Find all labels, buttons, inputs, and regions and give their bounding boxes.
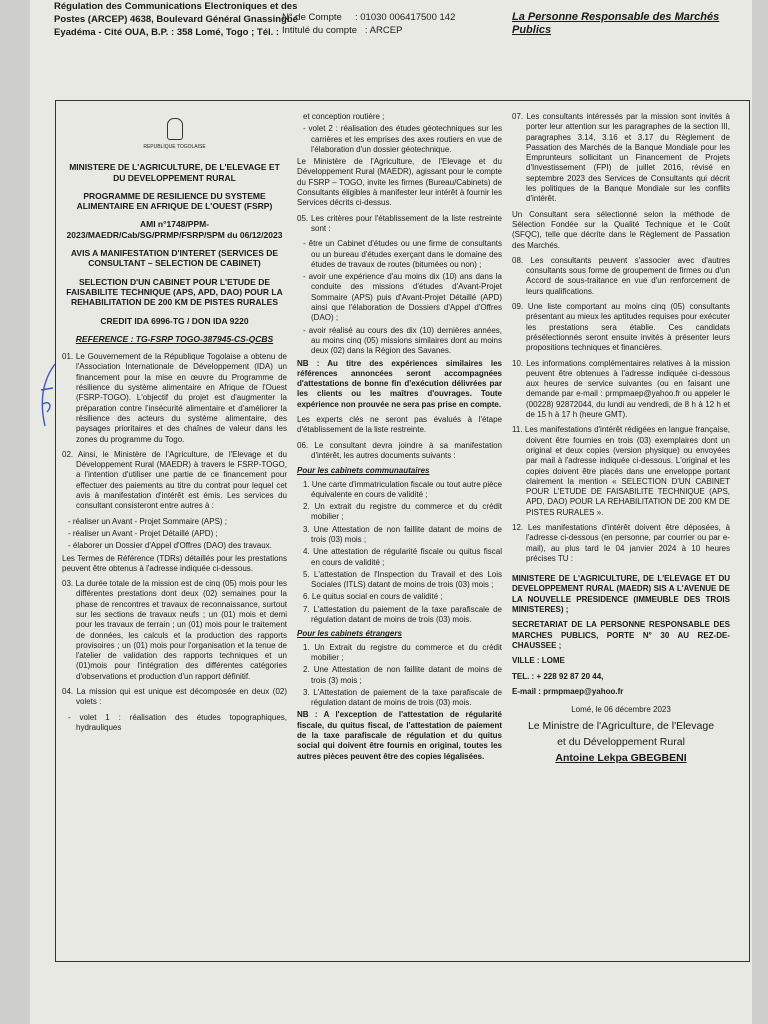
avis-title: AVIS A MANIFESTATION D'INTERET (SERVICES DE CONSULTANT – SELECTION DE CABINET) bbox=[70, 248, 279, 269]
signer-title: et du Développement Rural bbox=[557, 736, 685, 749]
paragraph-10: 10. Les informations complémentaires relatives à la mission peuvent être obtenues à l'adresse indiquée ci-dessous aux heures de service suivantes (ou en faisant une demande par e-mail : prmpmaep@yahoo.fr ou appeler le (00228) 92872044, du lundi au vendredi, de 8 h à 12 h et de 15 h à 17 h (heure GMT). bbox=[512, 358, 730, 420]
email-line: E-mail : prmpmaep@yahoo.fr bbox=[512, 686, 624, 696]
secretariat-address: SECRETARIAT DE LA PERSONNE RESPONSABLE DES MARCHES PUBLICS, PORTE N° 30 AU REZ-DE-CHAUSSEE ; bbox=[512, 620, 730, 650]
list-item: 4. Une attestation de régularité fiscale ou quitus fiscal en cours de validité ; bbox=[303, 547, 502, 567]
header-line: Régulation des Communications Electroniques et des bbox=[54, 1, 298, 12]
paragraph-06: 06. Le consultant devra joindre à sa manifestation d'intérêt, les autres documents suivants : bbox=[297, 440, 502, 460]
signer-title: Le Ministre de l'Agriculture, de l'Elevage bbox=[527, 720, 715, 733]
header-line: Postes (ARCEP) 4638, Boulevard Général Gnassingbé bbox=[54, 14, 298, 25]
paragraph-07: 07. Les consultants intéressés par la mission sont invités à porter leur attention sur les paragraphes de la section III, paragraphes 3.14, 3.16 et 3.17 du Règlement de Passation des Marchés de la Banque Mondiale pour les Emprunteurs sollicitant un Financement de Projets d'Investissement (FPI) de juillet 2016, révisé en septembre 2023 des Services de Consultants qui décrit les politiques de la Banque Mondiale sur les conflits d'intérêt. bbox=[512, 112, 730, 204]
list-item: 2. Une Attestation de non faillite datant de moins de trois (3) mois ; bbox=[303, 665, 502, 685]
list-item: 3. Une Attestation de non faillite datant de moins de trois (03) mois ; bbox=[303, 524, 502, 544]
nb-documents: NB : A l'exception de l'attestation de régularité fiscale, du quitus fiscal, de l'attestation de paiement de la taxe parafiscale de régulation et du quitus social qui doivent être fournis en original, toutes les autres pièces peuvent être des copies légalisées. bbox=[297, 710, 502, 761]
list-item: - élaborer un Dossier d'Appel d'Offres (DAO) des travaux. bbox=[68, 541, 272, 551]
page-header bbox=[30, 0, 720, 60]
sfqc-paragraph: Un Consultant sera sélectionné selon la méthode de Sélection Fondée sur la Qualité Technique et le Coût (SFQC), telle que décrite dans le Règlement de Passation des Marchés. bbox=[512, 209, 730, 250]
holder-value: : ARCEP bbox=[364, 25, 403, 36]
account-info bbox=[282, 11, 502, 37]
reference-line: REFERENCE : TG-FSRP TOGO-387945-CS-QCBS bbox=[75, 333, 274, 344]
column-1 bbox=[62, 112, 287, 735]
paragraph-02: 02. Ainsi, le Ministère de l'Agriculture, de l'Elevage et du Développement Rural (MAEDR) à travers le FSRP-TOGO, a l'intention d'utiliser une partie de ce financement pour effectuer des paiements au titre du contrat pour lequel cet avis à manifestation d'intérêt est émis. Les services du consultant consisteront entre autres à : bbox=[62, 449, 287, 511]
responsable-title: La Personne Responsable des Marchés Publics bbox=[512, 11, 720, 36]
nb-experience: NB : Au titre des expériences similaires les références annoncées seront accompagnées d'attestations de bonne fin d'exécution délivrées par les clients ou les maîtres d'ouvrages. Toute expérience non prouvée ne sera pas prise en compte. bbox=[297, 358, 502, 409]
list-item: 5. L'attestation de l'Inspection du Travail et des Lois Sociales (ITLS) datant de moins de trois (03) mois ; bbox=[303, 569, 502, 590]
invitation-paragraph: Le Ministère de l'Agriculture, de l'Elevage et du Développement Rural (MAEDR), agissant pour le compte du FSRP – TOGO, invite les firmes (Bureau/Cabinets) de Consultants éligibles à manifester leur intérêt à fournir les Services décrits ci-dessus. bbox=[297, 157, 502, 208]
account-value: : 01030 006417500 142 bbox=[354, 12, 456, 23]
list-item: - avoir une expérience d'au moins dix (10) ans dans la conduite des missions d'études d'Avant-Projet Sommaire (APS) puis d'Avant-Projet Détaillé (APD) ainsi que l'élaboration de Dossiers d'Appel d'Offres (DAO) ; bbox=[303, 272, 502, 323]
logo-caption: REPUBLIQUE TOGOLAISE bbox=[143, 144, 206, 150]
paragraph-09: 09. Une liste comportant au moins cinq (05) consultants présentant au mieux les aptitudes requises pour exécuter les prestations sera établie. Ces candidats présélectionnés seront ensuite invités à présenter leurs propositions techniques et financières. bbox=[512, 302, 730, 353]
list-item: - réaliser un Avant - Projet Détaillé (APD) ; bbox=[68, 528, 218, 538]
list-item: 1. Une carte d'immatriculation fiscale ou tout autre pièce équivalente en cours de validité ; bbox=[303, 479, 502, 499]
credit-reference: CREDIT IDA 6996-TG / DON IDA 9220 bbox=[100, 315, 249, 326]
list-item: - volet 1 : réalisation des études topographiques, hydrauliques bbox=[68, 712, 287, 732]
arcep-address bbox=[54, 0, 304, 39]
paragraph-04: 04. La mission qui est unique est décomposée en deux (02) volets : bbox=[62, 687, 287, 707]
community-firms-heading: Pour les cabinets communautaires bbox=[297, 466, 430, 476]
handwritten-annotation-icon bbox=[35, 360, 63, 430]
list-item: 1. Un Extrait du registre du commerce et du crédit mobilier ; bbox=[303, 642, 502, 662]
signature-date: Lomé, le 06 décembre 2023 bbox=[571, 705, 671, 715]
list-item: et conception routière ; bbox=[303, 112, 385, 121]
paragraph-12: 12. Les manifestations d'intérêt doivent être déposées, à l'adresse ci-dessous (en personne, par courrier ou par e-mail), au plus tard le 04 janvier 2024 à 10 heures précises TU : bbox=[512, 522, 730, 563]
list-item: 3. L'Attestation de paiement de la taxe parafiscale de régulation datant de moins de trois (03) mois. bbox=[303, 687, 502, 708]
column-3 bbox=[512, 112, 730, 768]
coat-of-arms-icon bbox=[167, 118, 183, 140]
paragraph-01: 01. Le Gouvernement de la République Togolaise a obtenu de l'Association Internationale de Développement (IDA) un financement pour la mise en œuvre du Programme de résilience du système alimentaire en Afrique de l'Ouest (FSRP-TOGO). L'objectif du projet est d'augmenter la préparation contre l'insécurité alimentaire et d'améliorer la résilience des acteurs du système alimentaire, des paysages prioritaires et des chaînes de valeur dans les zones du programme du Togo. bbox=[62, 352, 287, 444]
ami-reference: AMI n°1748/PPM-2023/MAEDR/Cab/SG/PRMP/FSRP/SPM du 06/12/2023 bbox=[66, 219, 283, 240]
phone-line: TEL. : + 228 92 87 20 44, bbox=[512, 671, 604, 681]
tdr-paragraph: Les Termes de Référence (TDRs) détaillés pour les prestations peuvent être obtenus à l'adresse indiquée ci-dessous. bbox=[62, 553, 287, 573]
list-item: 2. Un extrait du registre du commerce et du crédit mobilier ; bbox=[303, 502, 502, 522]
ministry-address: MINISTERE DE L'AGRICULTURE, DE L'ELEVAGE ET DU DEVELOPPEMENT RURAL (MAEDR) SIS A L'AVENUE DE LA NOUVELLE PRESIDENCE (IMMEUBLE DES TROIS MINISTERES) ; bbox=[512, 574, 730, 615]
selection-title: SELECTION D'UN CABINET POUR L'ETUDE DE FAISABILITE TECHNIQUE (APS, APD, DAO) POUR LA REHABILITATION DE 200 KM DE PISTES RURALES bbox=[66, 276, 283, 308]
list-item: - réaliser un Avant - Projet Sommaire (APS) ; bbox=[68, 516, 228, 526]
list-item: 6. Le quitus social en cours de validité ; bbox=[303, 592, 443, 602]
program-title: PROGRAMME DE RESILIENCE DU SYSTEME ALIMENTAIRE EN AFRIQUE DE L'OUEST (FSRP) bbox=[76, 190, 273, 212]
column-2 bbox=[297, 112, 502, 767]
paragraph-08: 08. Les consultants peuvent s'associer avec d'autres consultants sous forme de groupement de firmes ou d'un Accord de sous-traitance en vue d'un renforcement de leurs qualifications. bbox=[512, 255, 730, 296]
ministry-title: MINISTERE DE L'AGRICULTURE, DE L'ELEVAGE ET DU DEVELOPPEMENT RURAL bbox=[69, 162, 280, 183]
holder-label: Intitulé du compte bbox=[282, 25, 357, 36]
list-item: - avoir réalisé au cours des dix (10) dernières années, au moins cinq (05) missions similaires dont au moins deux (02) dans la Région des Savanes. bbox=[303, 325, 502, 356]
paragraph-05: 05. Les critères pour l'établissement de la liste restreinte sont : bbox=[297, 213, 502, 233]
foreign-firms-heading: Pour les cabinets étrangers bbox=[297, 629, 402, 639]
list-item: - volet 2 : réalisation des études géotechniques sur les carrières et les emprises des axes routiers en vue de l'élaboration d'un dossier géotechnique. bbox=[303, 124, 502, 154]
experts-paragraph: Les experts clés ne seront pas évalués à l'étape d'établissement de la liste restreinte. bbox=[297, 415, 502, 435]
city-line: VILLE : LOME bbox=[512, 656, 565, 666]
paragraph-03: 03. La durée totale de la mission est de cinq (05) mois pour les différentes prestations dont deux (02) semaines pour la phase de rencontres et travaux de reconnaissance, surtout sur les sections de travaux neufs ; un (01) mois et demi pour les travaux de terrain ; un (01) mois pour le traitement de données, les calculs et la production des rapports provisoires ; un (01) mois pour l'organisation et la tenue de l'atelier de validation des rapports techniques et un (01)mois pour l'intégration des différentes catégories d'observations et production d'un rapport définitif. bbox=[62, 579, 287, 681]
list-item: 7. L'attestation du paiement de la taxe parafiscale de régulation datant de moins de trois (03) mois. bbox=[303, 604, 502, 625]
list-item: - être un Cabinet d'études ou une firme de consultants ou un bureau d'études exerçant dans le domaine des études de travaux de routes (bitumées ou non) ; bbox=[303, 239, 502, 269]
account-label: N° de Compte bbox=[282, 12, 342, 23]
paragraph-11: 11. Les manifestations d'intérêt rédigées en langue française, doivent être fournies en trois (03) exemplaires dont un original et deux copies (version physique) ou envoyées par mail à l'adresse indiquée ci-dessous. L'original et les copies doivent être placés dans une enveloppe portant clairement la mention « SELECTION D'UN CABINET POUR L'ETUDE DE FAISABILITE TECHNIQUE (APS, APD, DAO) POUR LA REHABILITATION DE 200 KM DE PISTES RURALES ». bbox=[512, 425, 730, 517]
signer-name: Antoine Lekpa GBEGBENI bbox=[555, 752, 687, 765]
header-line: Eyadéma - Cité OUA, B.P. : 358 Lomé, Togo ; Tél. : bbox=[54, 27, 280, 38]
